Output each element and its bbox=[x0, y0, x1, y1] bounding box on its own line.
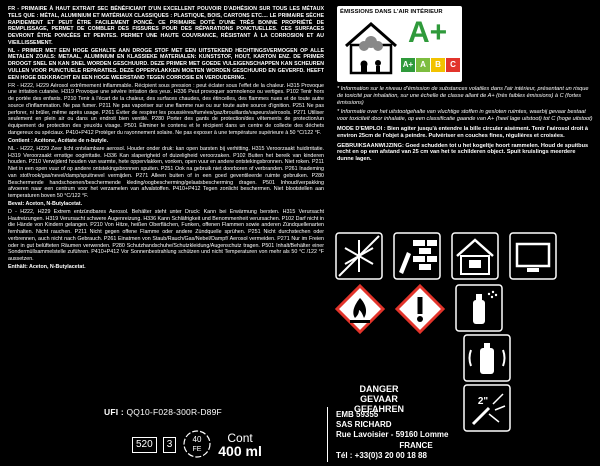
wall-spray-icon bbox=[393, 232, 441, 280]
nl-contains: Bevat: Aceton, N-Butylacetat. bbox=[8, 200, 83, 207]
cont-label: Cont bbox=[227, 431, 253, 445]
tv-icon bbox=[509, 232, 557, 280]
scale-c: C bbox=[446, 58, 460, 72]
frost-icon bbox=[335, 232, 383, 280]
emissions-badge bbox=[337, 6, 462, 82]
ufi-code bbox=[104, 407, 222, 417]
batch-number: 520 bbox=[132, 437, 157, 453]
company-line-4: FRANCE bbox=[399, 440, 433, 450]
spacer bbox=[335, 334, 453, 382]
exclamation-hazard-icon bbox=[395, 284, 445, 334]
indoor-icon bbox=[451, 232, 499, 280]
emissions-info-nl: * Informatie over het uitstootgehalte van vluchtige stoffen in gesloten ruimtes, waarbij gevaar bestaat voor toxiciteit door inhalatie, op een classificatie gaande van A+ (heel lage uitstoot) tot C (hoge uitstoot) bbox=[337, 109, 593, 123]
pictogram-row-2 bbox=[335, 284, 591, 334]
company-line-2: SAS RICHARD bbox=[336, 420, 392, 430]
hazard-line-3: GEFAHREN bbox=[353, 404, 404, 414]
fr-description: FR - PRIMAIRE À HAUT EXTRAIT SEC BÉNÉFICIANT D'UN EXCELLENT POUVOIR D'ADHÉSION SUR TOUS LES MÉTAUX TELS QUE : MÉTAL, ALUMINIUM ET MATÉRIAUX CLASSIQUES : PLASTIQUE, BOIS, CARTONS ETC.... LE PRIMAIRE SÈCHE RAPIDEMENT ET PEUT ÊTRE FACILEMENT PONCÉ. CE PRIMAIRE DOTÉ D'UNE TRÈS BONNE PROPRIÉTÉ DE REMPLISSAGE, PERMET DE COMBLER DES FISSURES POUR DES RÉPARATIONS PONCTUELLES. CES SURFACES DEVRONT ÊTRE PONCÉES ET PEINTES. PERMET UNE HAUTE COUVRANCE, RÉSISTANT À LA CORROSION ET AU VIEILLISSEMENT. bbox=[8, 6, 324, 46]
de-contains: Enthält: Aceton, N-Butylacetat. bbox=[8, 264, 86, 271]
emissions-title: ÉMISSIONS DANS L'AIR INTÉRIEUR bbox=[340, 9, 443, 15]
pictogram-row-3 bbox=[335, 334, 591, 382]
footer-marks bbox=[132, 428, 262, 462]
three-mark: 3 bbox=[163, 437, 177, 453]
ufi-label: UFI : bbox=[104, 407, 124, 417]
spray-can-icon bbox=[455, 284, 503, 332]
quantity: 400 ml bbox=[218, 443, 262, 459]
footer-divider bbox=[327, 407, 328, 462]
text-column bbox=[8, 6, 324, 272]
emissions-grade: A+ bbox=[408, 16, 448, 49]
company-line-3: Rue Lavoisier - 59160 Lomme bbox=[336, 430, 449, 440]
pictogram-row-1 bbox=[335, 232, 591, 280]
emissions-info-fr: * Information sur le niveau d'émission de substances volatiles dans l'air intérieur, présentant un risque de toxicité par inhalation, sur une échelle de classe allant de A+ (très faibles émissions) à C (fortes émissions) bbox=[337, 86, 589, 106]
svg-text:40: 40 bbox=[192, 435, 202, 444]
scale-a: A bbox=[416, 58, 430, 72]
manufacturer-address bbox=[336, 410, 496, 461]
svg-text:FE: FE bbox=[192, 446, 202, 453]
usage-fr: MODE D'EMPLOI : Bien agiter jusqu'à entendre la bille circuler aisément. Tenir l'aérosol droit à environ 25cm de l'objet à peindre. Pulvériser en couches fines, régulières et croisées. bbox=[337, 125, 589, 139]
nl-description: NL - PRIMER MET EEN HOGE GEHALTE AAN DROGE STOF MET EEN UITSTEKEND HECHTINGSVERMOGEN OP ALLE METALEN ZOALS: METAAL, ALUMINIUM EN KLASSIEKE MATERIALEN: KUNSTSTOF, HOUT, KARTON ENZ. DE PRIMER DROOGT SNEL EN KAN SNEL WORDEN GESCHUURD. DEZE PRIMER MET GOEDE VULEIGENSCHAPPEN KAN SCHEUREN VULLEN VOOR PUNCTUELE REPARATIES. DEZE OPPERVLAKKEN MOETEN WORDEN GESCHUURD EN GEVERFD. HEEFT EEN HOGE DEKKRACHT EN EEN HOGE WEERSTAND TEGEN CORROSIE EN VEROUDERING. bbox=[8, 47, 324, 81]
house-icon bbox=[342, 18, 400, 76]
scale-a-plus: A+ bbox=[401, 58, 415, 72]
emissions-scale bbox=[401, 58, 460, 72]
shake-icon bbox=[463, 334, 511, 382]
size-label: 2" bbox=[477, 396, 489, 407]
hazard-line-2: GEVAAR bbox=[360, 394, 398, 404]
scale-b: B bbox=[431, 58, 445, 72]
usage-nl: GEBRUIKSAANWIJZING: Goed schudden tot u het kogeltje hoort rammelen. Houd de spuitbus recht en op een afstand van 25 cm van het te schilderen object. Spuit kruislings meerdere dunne lagen. bbox=[337, 142, 589, 163]
fr-hazard-statements: FR - H222, H229 Aérosol extrêmement inflammable. Récipient sous pression : peut éclater sous l'effet de la chaleur. H315 Provoque une irritation cutanée. H319 Provoque une sévère irritation des yeux. H336 Peut provoquer somnolence ou vertiges. P102 Tenir hors de portée des enfants. P210 Tenir à l'écart de la chaleur, des surfaces chaudes, des étincelles, des flammes nues et de toute autre source d'inflammation. Ne pas fumer. P211 Ne pas vaporiser sur une flamme nue ou sur toute autre source d'ignition. P251 Ne pas perforer, ni brûler, même après usage. P261 Éviter de respirer les poussières/fumées/gaz/brouillards/vapeurs/aérosols. P271 Utiliser seulement en plein air ou dans un endroit bien ventilé. P280 Porter des gants de protection/des vêtements de protection/un équipement de protection des yeux/du visage. P501 Éliminer le contenu et le récipient dans un centre de collecte des déchets dangereux ou spéciaux. P410+P412 Protéger du rayonnement solaire. Ne pas exposer à une température supérieure à 50 °C/122 °F. bbox=[8, 82, 324, 136]
company-line-5: Tél : +33(0)3 20 00 18 88 bbox=[336, 450, 427, 460]
de-hazard-statements: D - H222, H229 Extrem entzündbares Aerosol. Behälter steht unter Druck: Kann bei Erwärmung bersten. H315 Verursacht Hautreizungen. H319 Verursacht schwere Augenreizung. H336 Kann Schläfrigkeit und Benommenheit verursachen. P102 Darf nicht in die Hände von Kindern gelangen. P210 Von Hitze, heißen Oberflächen, Funken, offenen Flammen sowie anderen Zündquellenarten fernhalten. Nicht rauchen. P211 Nicht gegen offene Flamme oder andere Zündquelle sprühen. P251 Nicht durchstechen oder verbrennen, auch nicht nach Gebrauch. P261 Einatmen von Staub/Rauch/Gas/Nebel/Dampf/ Aerosol vermeiden. P271 Nur im Freien oder in gut belüfteten Räumen verwenden. P280 Schutzhandschuhe/Schutzkleidung/Augenschutz tragen. P501 Inhalt/Behälter einer Sondermüllsammelstelle zuführen. P410+P412 Vor Sonnenbestrahlung schützen und nicht Temperaturen von mehr als 50 °C /122 °F aussetzen. bbox=[8, 208, 324, 263]
info-column bbox=[337, 6, 593, 166]
recycle-icon bbox=[182, 429, 212, 461]
flame-hazard-icon bbox=[335, 284, 385, 334]
hazard-line-1: DANGER bbox=[359, 384, 399, 394]
nl-hazard-statements: NL - H222, H229 Zeer licht ontvlambare aerosol. Houder onder druk: kan open barsten bij verhitting. H315 Veroorzaakt huidirritatie. H319 Veroorzaakt ernstige oogirritatie. H336 Kan slaperigheid of duizeligheid veroorzaken. P102 Buiten het bereik van kinderen houden. P210 Verwijderd houden van warmte, hete oppervlakken, vonken, open vuur en andere ontstekingsbronnen. Niet roken. P211 Niet in een open vuur of op andere ontstekingsbronnen spuiten. P251 Ook na gebruik niet doorboren of verbranden. P261 Inademing van stof/rook/gas/nevel/damp/spuitnevel vermijden. P271 Alleen buiten of in een goed geventileerde ruimte gebruiken. P280 Beschermende handschoenen/beschermende kleding/oogbescherming/gelaatsbescherming dragen. P501 Inhoud/verpakking afvoeren naar een centrum voor het verzamelen van afvalstoffen. P410+P412 Tegen zonlicht beschermen. Niet blootstellen aan temperaturen boven 50 °C/122 °F. bbox=[8, 145, 324, 199]
fr-contains: Contient : Acétone, Acétate de n-butyle. bbox=[8, 137, 109, 144]
company-line-1: EMB 59355 bbox=[336, 410, 379, 419]
ufi-value: QQ10-F028-300R-D89F bbox=[126, 407, 222, 417]
content-volume bbox=[218, 432, 262, 458]
